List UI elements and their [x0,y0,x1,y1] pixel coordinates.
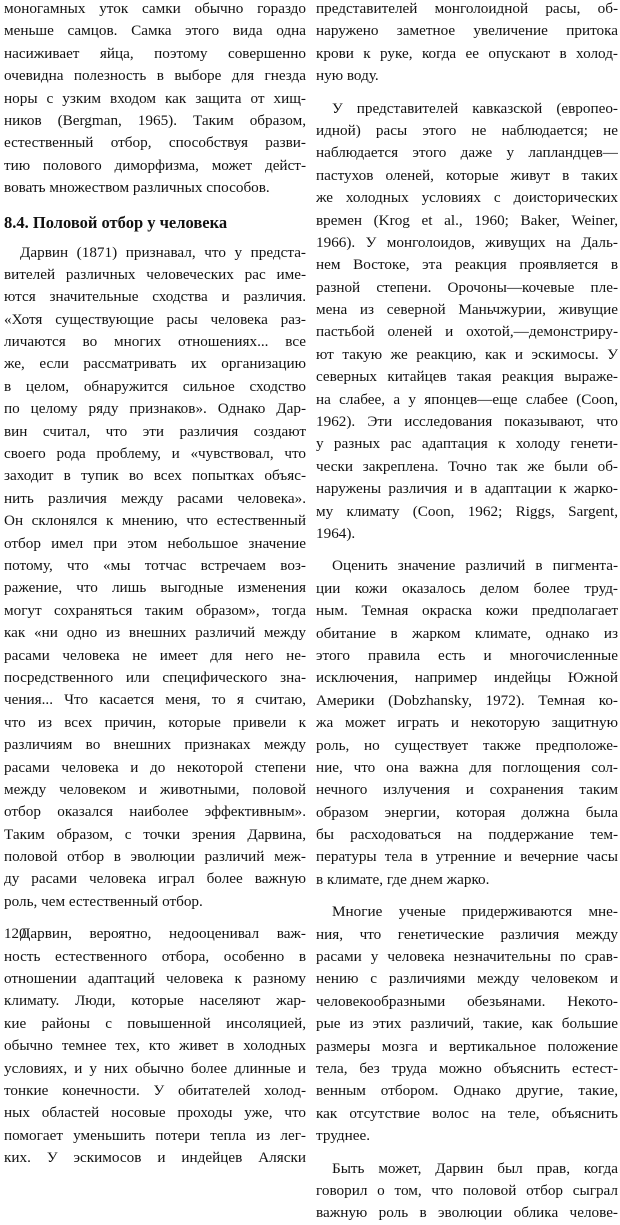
section-heading: 8.4. Половой отбор у человека [4,212,228,232]
text-line: наблюдается этого даже у лапландцев— [316,144,618,162]
text-line: чески закреплена. Точно так же были об- [316,457,618,475]
text-line: северных китайцев такая реакция выраже- [316,368,618,386]
text-line: пературы тела в утренние и вечерние часы [316,848,618,866]
text-line: нечного излучения и сохранения таким [316,781,618,799]
text-line: венным отбором. Однако другие, такие, [316,1082,618,1100]
text-line: в климате, где днем жарко. [316,870,490,888]
text-line: Америки (Dobzhansky, 1972). Темная ко- [316,691,618,709]
text-line: вовать множеством различных способов. [4,179,270,197]
paragraph-darwin-right [316,1158,618,1225]
text-line: Оценить значение различий в пигмента- [332,557,618,575]
paragraph-gap [316,88,618,98]
text-line: у разных рас адаптация к холоду генети- [316,435,618,453]
text-line: же, если рассматривать их организацию [4,355,306,373]
text-line: тела, без труда можно объяснить естест- [316,1059,618,1077]
text-line: различиям во внешних признаках между [4,736,306,754]
text-line: нить различия между расами человека». [4,489,306,507]
text-line: му климату (Coon, 1962; Riggs, Sargent, [316,502,618,520]
text-line: расами человека не имеет для него не- [4,646,306,664]
text-line: тонкие конечности. У обитателей холод- [4,1081,306,1099]
text-line: помогает уменьшить потери тепла из лег- [4,1126,306,1144]
paragraph-pigmentation [316,555,618,891]
text-line: отбор имел при этом небольшое значение [4,534,306,552]
text-line: моногамных уток самки обычно гораздо [4,0,306,17]
text-line: своего рода проблему, и «чувствовал, что [4,445,306,463]
text-line: наружены различия и в адаптации к жарко- [316,480,618,498]
text-line: ражение, что лишь выгодные изменения [4,579,306,597]
text-line: вителей различных человеческих рас име- [4,265,306,283]
text-line: ную воду. [316,67,379,85]
text-line: наружено заметное увеличение притока [316,22,618,40]
text-line: ние, что она важна для поглощения сол- [316,758,618,776]
text-line: «Хотя существующие расы человека раз- [4,310,306,328]
text-line: исключения, например индейцы Южной [316,669,618,687]
right-column [316,0,618,1225]
text-line: ных областей носовые проходы уже, что [4,1104,306,1122]
text-line: тию полового диморфизма, может дейст- [4,156,306,174]
text-line: насиживает яйца, поэтому совершенно [4,44,306,62]
text-line: как «ни одно из внешних различий между [4,624,306,642]
text-line: отношении адаптаций человека к разному [4,970,306,988]
text-line: Быть может, Дарвин был прав, когда [332,1159,618,1177]
paragraph-darwin-1871 [4,242,306,914]
text-line: говорил о том, что половой отбор сыграл [316,1181,618,1199]
text-line: на слабее, а у японцев—еще слабее (Coon, [316,390,618,408]
text-line: посредственного или специфического зна- [4,668,306,686]
text-line: заходит в тупик во всех попытках объяс- [4,467,306,485]
paragraph-gap [316,1148,618,1158]
paragraph-gap [4,913,306,923]
text-line: ния, что генетические различия между [316,925,618,943]
text-line: естественный отбор, способствуя разви- [4,134,306,152]
text-line: по целому ряду признаков». Однако Дар- [4,400,306,418]
text-line: условиях, и у них обычно более длинные и [4,1059,306,1077]
text-line: обитание в жарком климате, однако из [316,624,618,642]
text-line: размеры мозга и вертикальное положение [316,1037,618,1055]
text-line: в целом, обнаружится сильное сходство [4,377,306,395]
text-line: ются значительные сходства и различия. [4,288,306,306]
text-line: труднее. [316,1127,370,1145]
text-line: кие районы с повышенной инсоляцией, [4,1014,306,1032]
text-line: норы с узким входом как защита от хищ- [4,89,306,107]
text-line: личаются во многих отношениях... все [4,333,306,351]
text-line: отбор оказался наиболее эффективным». [4,803,306,821]
text-line: чения... Что касается меня, то я считаю, [4,691,306,709]
paragraph-caucasian [316,98,618,546]
text-line: рые из этих различий, такие, как большие [316,1015,618,1033]
text-line: важную роль в эволюции облика челове- [316,1204,618,1222]
text-line: ют такую же реакцию, как и эскимосы. У [316,345,618,363]
text-line: 1964). [316,524,356,542]
text-line: расами человека и до некоторой степени [4,758,306,776]
paragraph-underestimated [4,923,306,1169]
text-line: нению с различиями между человеком и [316,970,618,988]
text-line: нем Востоке, эта реакция проявляется в [316,256,618,274]
text-line: роль, но существует также предположе- [316,736,618,754]
text-line: разной степени. Орочоны—кочевые пле- [316,278,618,296]
text-line: Дарвин (1871) признавал, что у предста- [20,243,306,261]
text-line: ду расами человека играл более важную [4,870,306,888]
text-line: У представителей кавказской (европео- [332,99,618,117]
text-line: очевидна полезность в выборе для гнезда [4,67,306,85]
text-line: мена из северной Маньчжурии, живущие [316,301,618,319]
paragraph-gap [316,545,618,555]
text-line: что из всех причин, которые привели к [4,713,306,731]
page-number: 120 [4,926,27,942]
text-line: Многие ученые придерживаются мне- [332,903,618,921]
text-line: меньше самцов. Самка этого вида одна [4,22,306,40]
text-line: потому, что «мы тотчас встречаем воз- [4,556,306,574]
text-line: жа может играть и некоторую защитную [316,714,618,732]
text-line: обычно темнее тех, кто живет в холодных [4,1037,306,1055]
text-line: пастухов оленей, которые живут в таких [316,166,618,184]
text-line: ность естественного отбора, особенно в [4,947,306,965]
paragraph-ducks [4,0,306,200]
text-line: Таким образом, с точки зрения Дарвина, [4,825,306,843]
text-line: ции кожи оказалось делом более труд- [316,579,618,597]
paragraph-scientists [316,901,618,1147]
left-column [4,0,306,1170]
text-line: пастьбой оленей и охотой,—демонстриру- [316,323,618,341]
paragraph-gap [316,891,618,901]
text-line: половой отбор в эволюции различий меж- [4,848,306,866]
text-line: бы расходоваться на поддержание тем- [316,826,618,844]
text-line: расами у человека незначительны по срав- [316,948,618,966]
text-line: как отсутствие волос на теле, объяснить [316,1104,618,1122]
text-line: идной) расы этого не наблюдается; не [316,121,618,139]
text-line: этого правила есть и многочисленные [316,646,618,664]
text-line: вин считал, что эти различия создают [4,422,306,440]
text-line: же холодных условиях с доисторических [316,189,618,207]
text-line: 1966). У монголоидов, живущих на Даль- [316,233,618,251]
text-line: ких. У эскимосов и индейцев Аляски [4,1149,306,1167]
text-line: могут сохраняться таким образом», тогда [4,601,306,619]
text-line: Дарвин, вероятно, недооценивал важ- [20,925,306,943]
text-line: ным. Темная окраска кожи предполагает [316,602,618,620]
text-line: между человеком и животными, половой [4,780,306,798]
text-line: человекообразными обезьянами. Некото- [316,992,618,1010]
text-line: ников (Bergman, 1965). Таким образом, [4,111,306,129]
text-line: крови к руке, когда ее опускают в холод- [316,44,618,62]
paragraph-cold-water [316,0,618,88]
text-line: представителей монголоидной расы, об- [316,0,618,17]
text-line: климату. Люди, которые населяют жар- [4,992,306,1010]
text-line: образом энергии, которая должна была [316,803,618,821]
text-line: времен (Krog et al., 1960; Baker, Weiner, [316,211,618,229]
text-line: роль, чем естественный отбор. [4,892,203,910]
text-line: 1962). Эти исследования показывают, что [316,413,618,431]
text-line: Он склонялся к мнению, что естественный [4,512,306,530]
